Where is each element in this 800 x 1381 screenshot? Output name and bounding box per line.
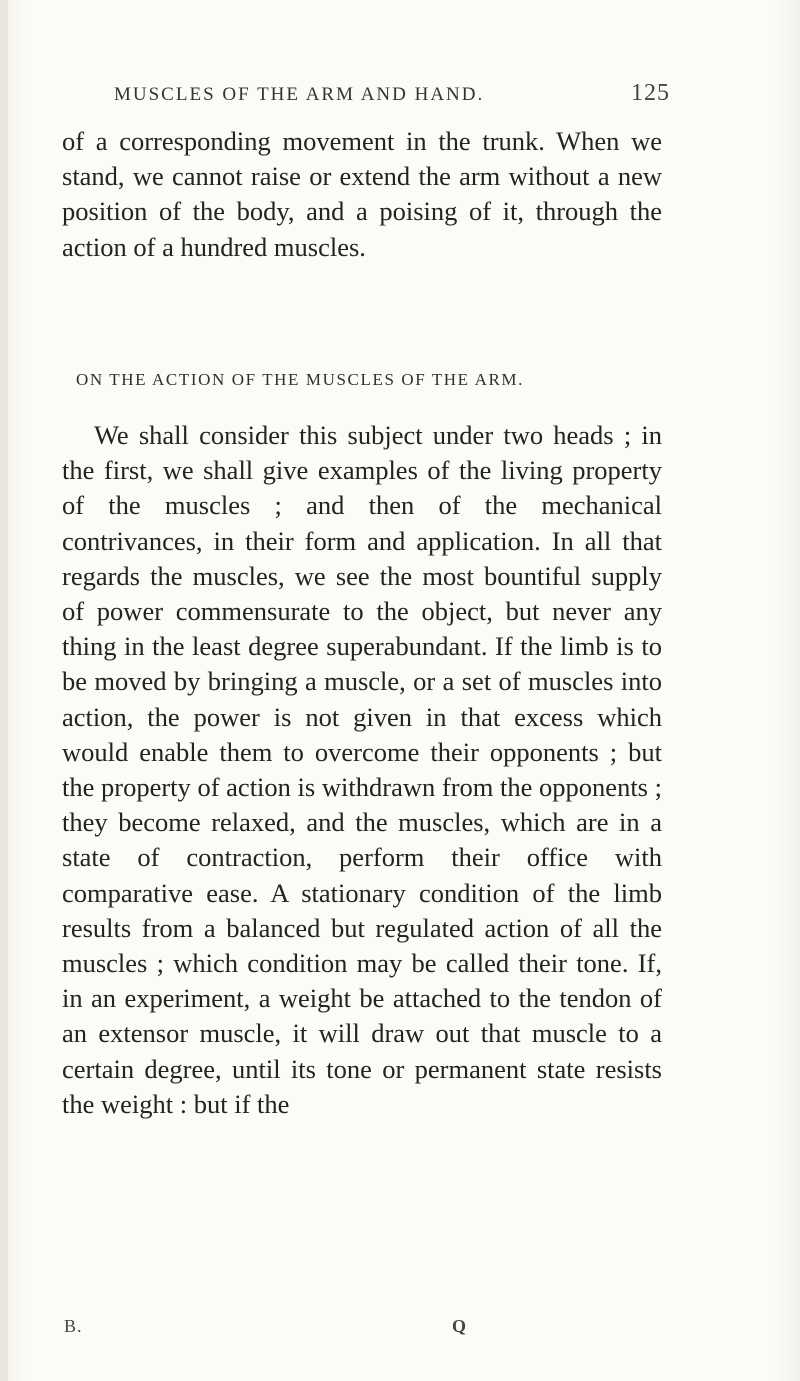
section-heading: ON THE ACTION OF THE MUSCLES OF THE ARM. xyxy=(76,370,524,389)
running-title: MUSCLES OF THE ARM AND HAND. xyxy=(114,84,485,105)
intro-paragraph: of a corresponding movement in the trunk. When we stand, we cannot raise or extend the arm without a new position of the body, and a poising of it, through the action of a hundred muscles. xyxy=(62,126,662,262)
signature-mark: B. xyxy=(64,1316,83,1336)
page-header xyxy=(114,78,670,112)
page-footer xyxy=(64,1316,584,1340)
catchword: Q xyxy=(452,1316,467,1336)
body-paragraph: We shall consider this subject under two heads ; in the first, we shall give examples of the living property of the muscles ; and then of the mechanical contrivances, in their form and application. In all that regards the muscles, we see the most bountiful supply of power commensurate to the object, but never any thing in the least degree superabundant. If the limb is to be moved by bringing a muscle, or a set of muscles into action, the power is not given in that excess which would enable them to overcome their opponents ; but the property of action is withdrawn from the opponents ; they become relaxed, and the muscles, which are in a state of contraction, perform their office with comparative ease. A stationary condition of the limb results from a balanced but regulated action of all the muscles ; which condition may be called their tone. If, in an experiment, a weight be attached to the tendon of an extensor muscle, it will draw out that muscle to a certain degree, until its tone or permanent state resists the weight : but if the xyxy=(62,420,662,1119)
page-edge-shadow xyxy=(0,0,8,1381)
page-number: 125 xyxy=(631,80,670,106)
